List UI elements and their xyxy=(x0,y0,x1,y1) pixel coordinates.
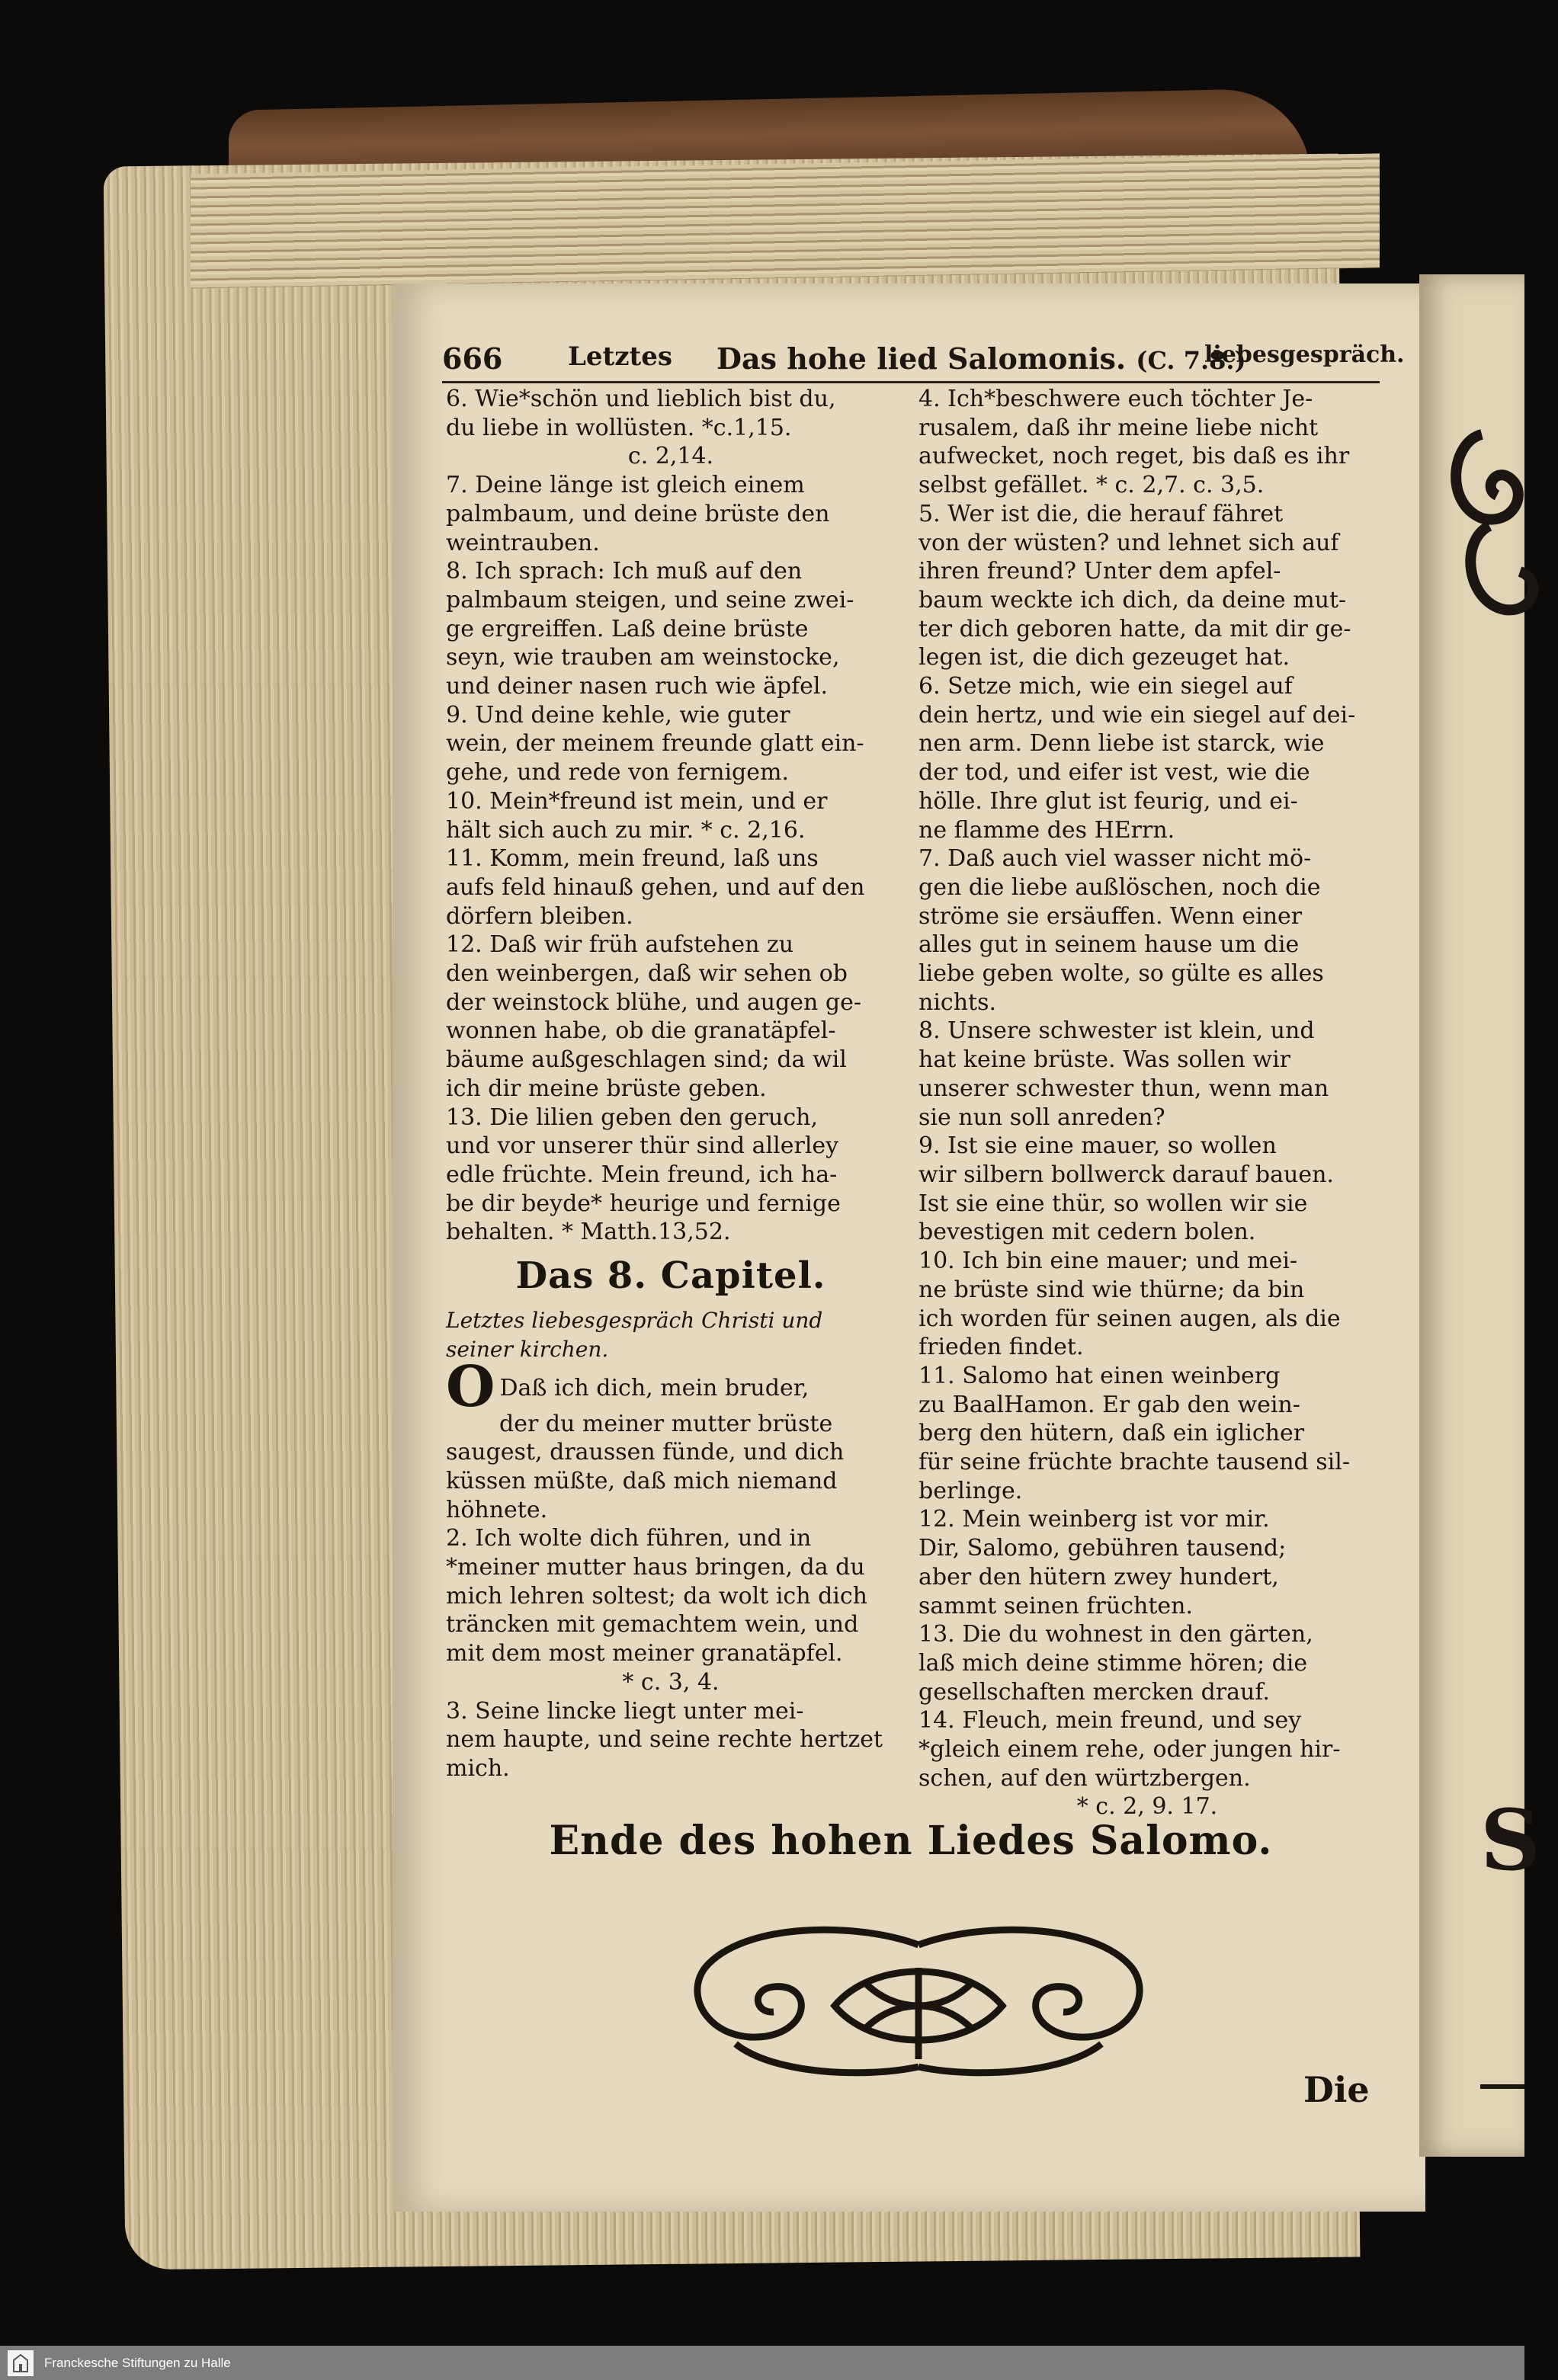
right-column-line: 11. Salomo hat einen weinberg xyxy=(918,1362,1281,1389)
right-column-line: hat keine brüste. Was sollen wir xyxy=(918,1046,1290,1074)
right-column-line: nichts. xyxy=(918,988,997,1016)
left-column-line: gehe, und rede von fernigem. xyxy=(446,759,789,786)
left-column-line: be dir beyde* heurige und fernige xyxy=(446,1190,841,1217)
right-column-line: unserer schwester thun, wenn man xyxy=(918,1075,1329,1102)
right-column-line: gesellschaften mercken drauf. xyxy=(918,1678,1270,1706)
verse-1-line-2: der du meiner mutter brüste xyxy=(499,1410,833,1437)
right-column-line: Dir, Salomo, gebühren tausend; xyxy=(918,1535,1287,1562)
right-column-line: berlinge. xyxy=(918,1477,1023,1504)
right-column-line: für seine früchte brachte tausend sil- xyxy=(918,1449,1350,1476)
chapter-summary-line: seiner kirchen. xyxy=(446,1336,609,1362)
left-column-line: 10. Mein*freund ist mein, und er xyxy=(446,787,828,815)
left-column-line: 7. Deine länge ist gleich einem xyxy=(446,472,805,499)
right-column-line: gen die liebe außlöschen, noch die xyxy=(918,873,1321,901)
left-column-verses xyxy=(446,385,896,1247)
right-page-initial: S xyxy=(1480,1791,1541,1889)
drop-capital: O xyxy=(446,1353,495,1420)
left-column-line: 11. Komm, mein freund, laß uns xyxy=(446,845,819,873)
right-column-line: der tod, und eifer ist vest, wie die xyxy=(918,759,1310,786)
left-column-line: 2. Ich wolte dich führen, und in xyxy=(446,1525,812,1552)
building-icon xyxy=(12,2353,29,2373)
right-column-line: sammt seinen früchten. xyxy=(918,1592,1193,1619)
left-column-line: nem haupte, und seine rechte hertzet xyxy=(446,1726,883,1754)
right-page-rule xyxy=(1480,2084,1524,2089)
right-column-line: dein hertz, und wie ein siegel auf dei- xyxy=(918,701,1356,729)
left-column-line: mich lehren soltest; da wolt ich dich xyxy=(446,1582,868,1610)
right-column-line: ne flamme des HErrn. xyxy=(918,816,1175,844)
right-page-ornament-icon xyxy=(1436,412,1558,625)
right-column-line: 5. Wer ist die, die herauf fähret xyxy=(918,500,1284,527)
chapter-summary-line: Letztes liebesgespräch Christi und xyxy=(446,1308,823,1334)
running-title-text: Das hohe lied Salomonis. xyxy=(716,341,1127,376)
left-column-line: palmbaum steigen, und seine zwei- xyxy=(446,586,854,613)
right-column-line: nen arm. Denn liebe ist starck, wie xyxy=(918,730,1325,758)
right-column-line: ich worden für seinen augen, als die xyxy=(918,1305,1341,1332)
right-page-fragment xyxy=(1419,274,1541,2157)
right-column-line: ihren freund? Unter dem apfel- xyxy=(918,558,1281,585)
left-column-line: ge ergreiffen. Laß deine brüste xyxy=(446,615,809,642)
right-column-line: sie nun soll anreden? xyxy=(918,1104,1165,1131)
right-column-verses xyxy=(918,385,1376,1821)
verse-1-text-a: Daß ich dich, mein bruder, xyxy=(499,1374,809,1401)
right-column-line: wir silbern bollwerck darauf bauen. xyxy=(918,1161,1334,1188)
left-column-line: wein, der meinem freunde glatt ein- xyxy=(446,730,864,758)
chapter-heading: Das 8. Capitel. xyxy=(515,1254,826,1298)
left-column-line: der weinstock blühe, und augen ge- xyxy=(446,988,861,1016)
right-column-line: 4. Ich*beschwere euch töchter Je- xyxy=(918,386,1313,412)
right-column xyxy=(918,385,1376,1821)
left-column-line: 9. Und deine kehle, wie guter xyxy=(446,701,790,729)
tailpiece-ornament-icon xyxy=(682,1914,1155,2090)
left-column xyxy=(446,385,896,1783)
left-column-line: 12. Daß wir früh aufstehen zu xyxy=(446,931,794,959)
right-column-line: 13. Die du wohnest in den gärten, xyxy=(918,1621,1313,1648)
chapter-reference: (C. 7.8.) xyxy=(1136,346,1246,375)
right-column-line: baum weckte ich dich, da deine mut- xyxy=(918,586,1347,613)
running-head-title xyxy=(716,341,1246,376)
foundation-logo-icon[interactable] xyxy=(8,2350,34,2376)
right-column-line: 7. Daß auch viel wasser nicht mö- xyxy=(918,845,1312,873)
catchword: Die xyxy=(1303,2069,1370,2110)
right-column-line: bevestigen mit cedern bolen. xyxy=(918,1219,1256,1246)
left-column-verses-after xyxy=(446,1438,896,1783)
right-column-line: hölle. Ihre glut ist feurig, und ei- xyxy=(918,787,1298,815)
left-column-line: hält sich auch zu mir. * c. 2,16. xyxy=(446,816,806,844)
left-column-line: den weinbergen, daß wir sehen ob xyxy=(446,960,848,988)
chapter-summary xyxy=(446,1306,896,1363)
archive-footer xyxy=(0,2346,1524,2380)
right-column-line: 9. Ist sie eine mauer, so wollen xyxy=(918,1132,1277,1160)
right-column-line: * c. 2, 9. 17. xyxy=(1076,1793,1218,1821)
page-edge-top xyxy=(191,153,1380,288)
right-column-line: 12. Mein weinberg ist vor mir. xyxy=(918,1506,1270,1533)
left-column-line: aufs feld hinauß gehen, und auf den xyxy=(446,873,865,901)
right-column-line: legen ist, die dich gezeuget hat. xyxy=(918,644,1290,671)
page-number: 666 xyxy=(442,341,503,376)
right-column-line: aber den hütern zwey hundert, xyxy=(918,1563,1279,1590)
right-column-line: selbst gefället. * c. 2,7. c. 3,5. xyxy=(918,472,1265,499)
right-column-line: 10. Ich bin eine mauer; und mei- xyxy=(918,1248,1298,1275)
left-column-line: mit dem most meiner granatäpfel. xyxy=(446,1640,843,1667)
right-column-line: ter dich geboren hatte, da mit dir ge- xyxy=(918,615,1351,642)
right-column-line: schen, auf den würtzbergen. xyxy=(918,1764,1251,1792)
right-column-line: Ist sie eine thür, so wollen wir sie xyxy=(918,1190,1308,1217)
right-column-line: alles gut in seinem hause um die xyxy=(918,931,1300,959)
right-column-line: aufwecket, noch reget, bis daß es ihr xyxy=(918,443,1350,470)
header-rule xyxy=(442,381,1380,383)
left-column-line: mich. xyxy=(446,1754,510,1782)
left-column-line: dörfern bleiben. xyxy=(446,902,633,930)
right-column-line: 8. Unsere schwester ist klein, und xyxy=(918,1017,1315,1045)
right-column-line: von der wüsten? und lehnet sich auf xyxy=(918,529,1339,556)
left-column-line: höhnete. xyxy=(446,1496,548,1523)
left-column-line: behalten. * Matth.13,52. xyxy=(446,1219,731,1246)
right-column-line: ne brüste sind wie thürne; da bin xyxy=(918,1276,1305,1303)
left-column-line: 6. Wie*schön und lieblich bist du, xyxy=(446,386,836,412)
right-column-line: laß mich deine stimme hören; die xyxy=(918,1649,1308,1677)
right-column-line: 14. Fleuch, mein freund, und sey xyxy=(918,1707,1302,1735)
book-ending-line: Ende des hohen Liedes Salomo. xyxy=(549,1818,1273,1864)
right-column-line: ströme sie ersäuffen. Wenn einer xyxy=(918,902,1303,930)
left-column-line: träncken mit gemachtem wein, und xyxy=(446,1611,859,1638)
left-column-line: 3. Seine lincke liegt unter mei- xyxy=(446,1697,804,1725)
left-column-line: bäume außgeschlagen sind; da wil xyxy=(446,1046,847,1074)
left-column-line: wonnen habe, ob die granatäpfel- xyxy=(446,1017,836,1045)
left-column-line: *meiner mutter haus bringen, da du xyxy=(446,1554,865,1581)
left-column-line: saugest, draussen fünde, und dich xyxy=(446,1439,845,1466)
left-column-line: edle früchte. Mein freund, ich ha- xyxy=(446,1161,838,1188)
right-column-line: 6. Setze mich, wie ein siegel auf xyxy=(918,673,1293,700)
left-column-line: c. 2,14. xyxy=(627,443,714,470)
right-column-line: berg den hütern, daß ein iglicher xyxy=(918,1420,1305,1447)
running-head-left: Letztes xyxy=(568,341,673,372)
verse-1-line-1 xyxy=(446,1353,896,1420)
left-column-line: 8. Ich sprach: Ich muß auf den xyxy=(446,558,803,585)
right-column-line: zu BaalHamon. Er gab den wein- xyxy=(918,1391,1300,1418)
running-header xyxy=(442,341,1405,384)
left-column-line: und vor unserer thür sind allerley xyxy=(446,1132,839,1160)
left-column-line: palmbaum, und deine brüste den xyxy=(446,500,830,527)
right-column-line: frieden findet. xyxy=(918,1334,1084,1361)
right-column-line: liebe geben wolte, so gülte es alles xyxy=(918,960,1324,988)
running-head-right: liebesgespräch. xyxy=(1204,341,1405,368)
left-column-line: 13. Die lilien geben den geruch, xyxy=(446,1104,819,1131)
left-column-line: du liebe in wollüsten. *c.1,15. xyxy=(446,414,792,441)
footer-attribution[interactable]: Franckesche Stiftungen zu Halle xyxy=(44,2355,231,2370)
right-column-line: rusalem, daß ihr meine liebe nicht xyxy=(918,414,1319,441)
left-column-line: * c. 3, 4. xyxy=(622,1668,720,1696)
left-column-line: ich dir meine brüste geben. xyxy=(446,1075,767,1102)
left-column-line: und deiner nasen ruch wie äpfel. xyxy=(446,673,829,700)
left-column-line: weintrauben. xyxy=(446,529,600,556)
left-column-line: küssen müßte, daß mich niemand xyxy=(446,1467,838,1494)
left-column-line: seyn, wie trauben am weinstocke, xyxy=(446,644,840,671)
right-column-line: *gleich einem rehe, oder jungen hir- xyxy=(918,1736,1341,1763)
